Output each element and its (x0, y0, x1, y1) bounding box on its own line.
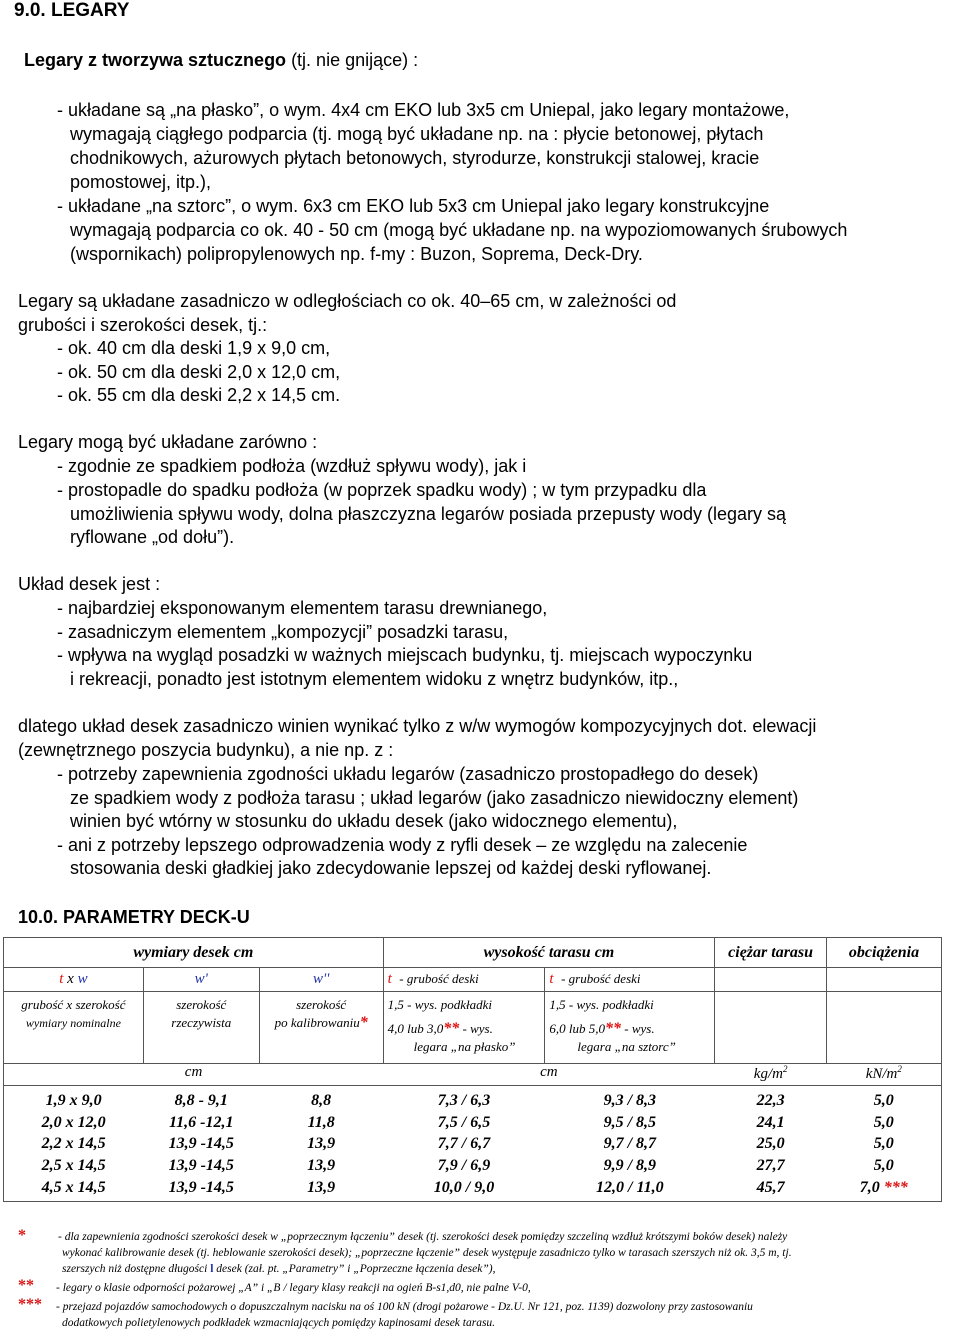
p1-line-5: - układane „na sztorc”, o wym. 6x3 cm EKO lub 5x3 cm Uniepal jako legary konstrukcyjne (57, 196, 770, 216)
desc-star-2a: ** (443, 1020, 460, 1037)
p5-line-7: stosowania deski gładkiej jako zdecydowanie lepszej od każdej deski ryflowanej. (70, 858, 712, 878)
data-star-3: *** (879, 1178, 908, 1196)
footnote-3-line-2: dodatkowych polietylenowych podkładek wzmacniających pomiędzy kapinosami desek tarasu. (62, 1317, 496, 1329)
p1-line-6: wymagają podparcia co ok. 40 - 50 cm (mogą być układane np. na wypoziomowanych śrubowych (70, 220, 848, 240)
sym-w2: w'' (259, 968, 383, 992)
footnote-3-line-1: - przejazd pojazdów samochodowych o dopuszczalnym nacisku na oś 100 kN (drogi pożarowe - Dz.U. Nr 121, poz. 1139) dozwolony przy zastosowaniu (56, 1301, 753, 1313)
desc-col5-l1: 1,5 - wys. podkładki (549, 997, 654, 1012)
data-col1: 1,9 x 9,0 2,0 x 12,0 2,2 x 14,5 2,5 x 14,5 4,5 x 14,5 (4, 1086, 144, 1202)
p3-line-2: - zgodnie ze spadkiem podłoża (wzdłuż spływu wody), jak i (57, 456, 527, 476)
p2-line-5: - ok. 55 cm dla deski 2,2 x 14,5 cm. (57, 385, 341, 405)
desc-col4-l1: 1,5 - wys. podkładki (387, 997, 492, 1012)
p2-line-3: - ok. 40 cm dla deski 1,9 x 9,0 cm, (57, 338, 331, 358)
footnote-1-line-3a: szerszych niż dostępne długości (62, 1263, 208, 1275)
desc-col5 (545, 992, 715, 1064)
sym-desc-4: - grubość deski (399, 971, 479, 986)
p5-line-6: - ani z potrzeby lepszego odprowadzenia wody z ryfli desek – ze względu na zalecenie (57, 835, 748, 855)
table-header-row (4, 938, 942, 968)
footnote-1-symbol-l: l (210, 1263, 214, 1275)
p1-line-4: pomostowej, itp.), (70, 172, 212, 192)
desc-col5-l3: legara „na sztorc” (577, 1039, 676, 1054)
sym-desc-5: - grubość deski (561, 971, 641, 986)
sym-col5 (545, 968, 715, 992)
p5-line-1: dlatego układ desek zasadniczo winien wynikać tylko z w/w wymogów kompozycyjnych dot. elewacji (18, 716, 817, 736)
sym-w: w (77, 971, 88, 987)
desc-col3-l1: szerokość (296, 997, 347, 1012)
desc-col2 (143, 992, 259, 1064)
p3-line-5: ryflowane „od dołu”). (70, 527, 235, 547)
unit-cm-1: cm (4, 1064, 384, 1086)
data-col4: 7,3 / 6,3 7,5 / 6,5 7,7 / 6,7 7,9 / 6,9 10,0 / 9,0 (383, 1086, 545, 1202)
subtitle-bold: Legary z tworzywa sztucznego (24, 50, 287, 70)
desc-col5-l2a: 6,0 lub 5,0 (549, 1021, 606, 1036)
sym-col4 (383, 968, 545, 992)
desc-col3 (259, 992, 383, 1064)
unit-knm2: $kN/m^2$ (827, 1064, 942, 1086)
section-title-9: 9.0. LEGARY (14, 0, 130, 21)
desc-col1-l2: wymiary nominalne (25, 1016, 121, 1030)
footnote-marker-3: *** (18, 1296, 42, 1313)
data-col5: 9,3 / 8,3 9,5 / 8,5 9,7 / 8,7 9,9 / 8,9 12,0 / 11,0 (545, 1086, 715, 1202)
sym-empty-6 (715, 968, 827, 992)
desc-empty-6 (715, 992, 827, 1064)
p3-line-3: - prostopadle do spadku podłoża (w poprzek spadku wody) ; w tym przypadku dla (57, 480, 707, 500)
desc-star-2b: ** (605, 1020, 622, 1037)
unit-kgm2: $kg/m^2$ (715, 1064, 827, 1086)
table-units-row (4, 1064, 942, 1086)
footnote-1-line-3b: desek (zał. pt. „Parametry” i „Poprzeczne łączenia desek”), (213, 1263, 496, 1275)
header-height: wysokość tarasu cm (383, 938, 715, 968)
p5-line-2: (zewnętrznego poszycia budynku), a nie np. z : (18, 740, 394, 760)
section-title-10: 10.0. PARAMETRY DECK-U (18, 907, 250, 927)
desc-col2-l1: szerokość (176, 997, 227, 1012)
table-symbol-row (4, 968, 942, 992)
desc-col1 (4, 992, 144, 1064)
unit-cm-2: cm (383, 1064, 715, 1086)
p4-line-2: - najbardziej eksponowanym elementem tarasu drewnianego, (57, 598, 548, 618)
p2-line-2: grubości i szerokości desek, tj.: (18, 315, 268, 335)
sym-t-5: t (549, 971, 554, 987)
data-col2: 8,8 - 9,1 11,6 -12,1 13,9 -14,5 13,9 -14,5 13,9 -14,5 (143, 1086, 259, 1202)
header-load: obciążenia (827, 938, 942, 968)
sym-empty-7 (827, 968, 942, 992)
footnote-marker-1: * (18, 1227, 26, 1244)
data-col7: 5,0 5,0 5,0 5,0 7,0 *** (827, 1086, 942, 1202)
table-desc-row (4, 992, 942, 1064)
header-weight: ciężar tarasu (715, 938, 827, 968)
p4-line-1: Układ desek jest : (18, 574, 161, 594)
p4-line-3: - zasadniczym elementem „kompozycji” posadzki tarasu, (57, 622, 509, 642)
table-data-block (4, 1086, 942, 1202)
p5-line-3: - potrzeby zapewnienia zgodności układu legarów (zasadniczo prostopadłego do desek) (57, 764, 759, 784)
sym-w1: w' (143, 968, 259, 992)
p1-line-3: chodnikowych, ażurowych płytach betonowych, styrodurze, konstrukcji stalowej, kracie (70, 148, 760, 168)
desc-col1-l1: grubość x szerokość (21, 997, 126, 1012)
p4-line-5: i rekreacji, ponadto jest istotnym elementem widoku z wnętrz budynków, itp., (70, 669, 679, 689)
subtitle-rest: (tj. nie gnijące) : (286, 50, 419, 70)
desc-col4-l2b: - wys. (459, 1021, 493, 1036)
footnote-1-line-3 (62, 1262, 495, 1276)
desc-empty-7 (827, 992, 942, 1064)
p2-line-1: Legary są układane zasadniczo w odległościach co ok. 40–65 cm, w zależności od (18, 291, 677, 311)
footnote-2: - legary o klasie odporności pożarowej „A” i „B / legary klasy reakcji na ogień B-s1,d0, nie palne V-0, (56, 1282, 531, 1294)
footnote-1-line-1: - dla zapewnienia zgodności szerokości desek w „poprzecznym łączeniu” desek (tj. szerokości desek pomiędzy szczeliną wzdłuż krótszymi boków desek) należy (58, 1231, 788, 1243)
p5-line-5: winien być wtórny w stosunku do układu desek (jako widocznego elementu), (70, 811, 678, 831)
desc-col5-l2b: - wys. (621, 1021, 655, 1036)
desc-col4-l2a: 4,0 lub 3,0 (387, 1021, 444, 1036)
p1-line-1: - układane są „na płasko”, o wym. 4x4 cm EKO lub 3x5 cm Uniepal, jako legary montażowe, (57, 100, 790, 120)
data-col6: 22,3 24,1 25,0 27,7 45,7 (715, 1086, 827, 1202)
footnote-marker-2: ** (18, 1277, 34, 1294)
p2-line-4: - ok. 50 cm dla deski 2,0 x 12,0 cm, (57, 362, 341, 382)
p1-line-7: (wspornikach) polipropylenowych np. f-my : Buzon, Soprema, Deck-Dry. (70, 244, 643, 264)
parameters-table (3, 937, 942, 1202)
sym-t: t (59, 971, 64, 987)
subtitle (24, 49, 418, 73)
p1-line-2: wymagają ciągłego podparcia (tj. mogą być układane np. na : płycie betonowej, płytach (70, 124, 764, 144)
sym-t-4: t (387, 971, 392, 987)
desc-col3-l2: po kalibrowaniu (274, 1015, 360, 1030)
sym-x: x (67, 971, 74, 987)
desc-star-1: * (359, 1014, 368, 1031)
sym-t-x-w (4, 968, 144, 992)
footnote-1-line-2: wykonać kalibrowanie desek (tj. heblowanie szerokości desek); „poprzeczne łączenie” desek występuje zasadniczo tylko w tarasach szerszych niż ok. 3,5 m, tj. (62, 1247, 792, 1259)
p3-line-1: Legary mogą być układane zarówno : (18, 432, 318, 452)
desc-col4-l3: legara „na płasko” (413, 1039, 516, 1054)
header-dims: wymiary desek cm (4, 938, 384, 968)
data-col3: 8,8 11,8 13,9 13,9 13,9 (259, 1086, 383, 1202)
p3-line-4: umożliwienia spływu wody, dolna płaszczyzna legarów posiada przepusty wody (legary są (70, 504, 787, 524)
p5-line-4: ze spadkiem wody z podłoża tarasu ; układ legarów (jako zasadniczo niewidoczny element) (70, 788, 799, 808)
p4-line-4: - wpływa na wygląd posadzki w ważnych miejscach budynku, tj. miejscach wypoczynku (57, 645, 753, 665)
desc-col2-l2: rzeczywista (171, 1015, 232, 1030)
desc-col4 (383, 992, 545, 1064)
